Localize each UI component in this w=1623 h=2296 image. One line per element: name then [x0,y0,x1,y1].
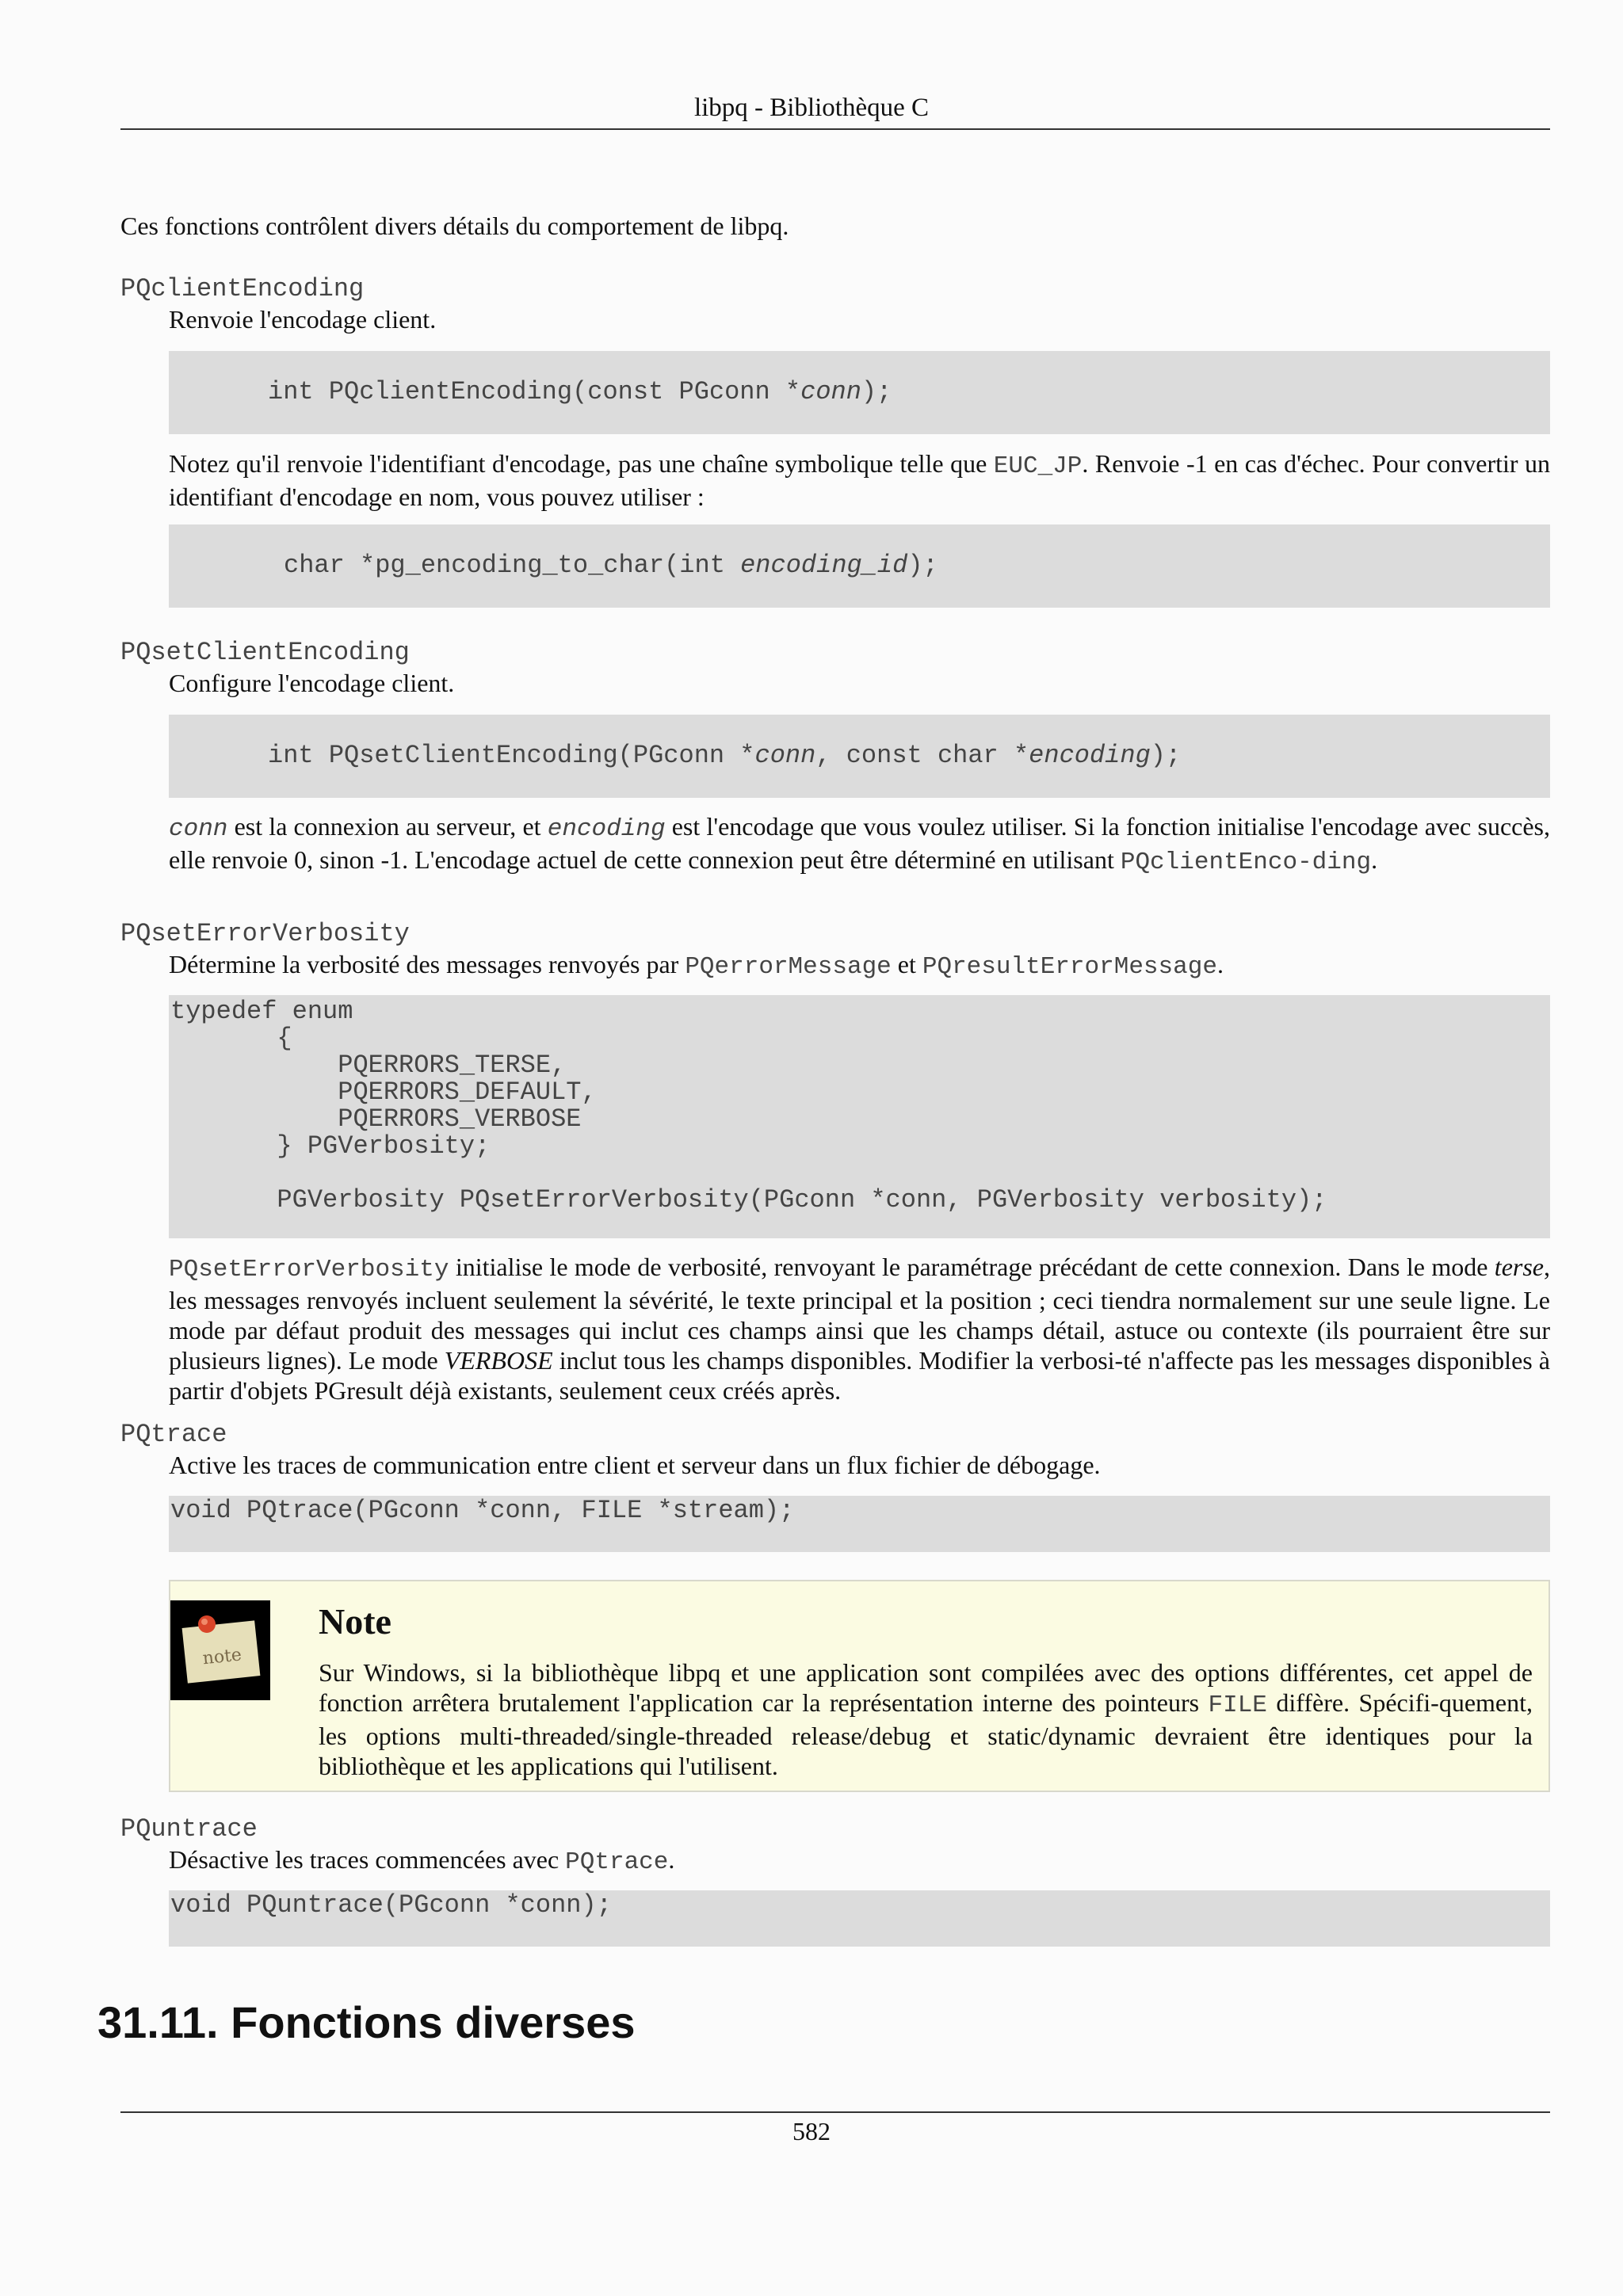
intro-paragraph: Ces fonctions contrôlent divers détails du comportement de libpq. [120,212,789,240]
para-pqseterrorverbosity: PQsetErrorVerbosity initialise le mode de verbosité, renvoyant le paramétrage précédant de cette connexion. Dans le mode terse, les messages renvoyés incluent seulement la sévérité, le texte principal et la position ; ceci tiendra normalement sur une seule ligne. Le mode par défaut produit des messages qui inclut ces champs ainsi que les champs détail, astuce ou contexte (ils pourraient être sur plusieurs lignes). Le mode VERBOSE inclut tous les champs disponibles. Modifier la verbosi-té n'affecte pas les messages disponibles à partir d'objets PGresult déjà existants, seulement ceux créés après. [169,1253,1551,1405]
summary-pqsetclientencoding: Configure l'encodage client. [169,669,455,697]
term-pquntrace: PQuntrace [120,1814,258,1844]
term-pqsetclientencoding: PQsetClientEncoding [120,638,410,667]
note-title: Note [319,1601,391,1642]
code-pg-encoding-to-char: char *pg_encoding_to_char(int encoding_id); [169,524,1550,608]
header-rule [120,128,1550,130]
para-pqclientencoding: Notez qu'il renvoie l'identifiant d'encodage, pas une chaîne symbolique telle que EUC_JP. Renvoie -1 en cas d'échec. Pour convertir un identifiant d'encodage en nom, vous pouvez utiliser : [169,449,1551,511]
page-number: 582 [792,2117,831,2145]
code-pqtrace: void PQtrace(PGconn *conn, FILE *stream); [169,1496,1550,1552]
term-pqclientencoding: PQclientEncoding [120,274,365,303]
footer-rule [120,2111,1550,2113]
section-heading: 31.11. Fonctions diverses [97,1997,636,2047]
code-pqclientencoding: int PQclientEncoding(const PGconn *conn); [169,351,1550,434]
code-pqseterrorverbosity: typedef enum { PQERRORS_TERSE, PQERRORS_DEFAULT, PQERRORS_VERBOSE } PGVerbosity; PGVerbosity PQsetErrorVerbosity(PGconn *conn, PGVerbosity verbosity); [169,995,1550,1238]
svg-text:note: note [201,1645,243,1669]
summary-pqtrace: Active les traces de communication entre client et serveur dans un flux fichier de débogage. [169,1451,1101,1479]
note-box [169,1580,1550,1792]
note-text: Sur Windows, si la bibliothèque libpq et une application sont compilées avec des options différentes, cet appel de fonction arrêtera brutalement l'application car la représentation interne des pointeurs FILE diffère. Spécifi-quement, les options multi-threaded/single-threaded release/debug et static/dynamic devraient être identiques pour la bibliothèque et les applications qui l'utilisent. [319,1658,1533,1780]
summary-pqclientencoding: Renvoie l'encodage client. [169,305,437,334]
summary-pquntrace: Désactive les traces commencées avec PQtrace. [169,1845,675,1876]
note-icon [170,1600,270,1700]
summary-pqseterrorverbosity: Détermine la verbosité des messages renvoyés par PQerrorMessage et PQresultErrorMessage. [169,950,1224,981]
term-pqseterrorverbosity: PQsetErrorVerbosity [120,919,410,948]
code-pquntrace: void PQuntrace(PGconn *conn); [169,1890,1550,1947]
page-header-title: libpq - Bibliothèque C [693,93,930,122]
term-pqtrace: PQtrace [120,1420,227,1449]
para-pqsetclientencoding: conn est la connexion au serveur, et encoding est l'encodage que vous voulez utiliser. Si la fonction initialise l'encodage avec succès, elle renvoie 0, sinon -1. L'encodage actuel de cette connexion peut être déterminé en utilisant PQclientEnco-ding. [169,812,1551,876]
code-pqsetclientencoding: int PQsetClientEncoding(PGconn *conn, const char *encoding); [169,715,1550,798]
